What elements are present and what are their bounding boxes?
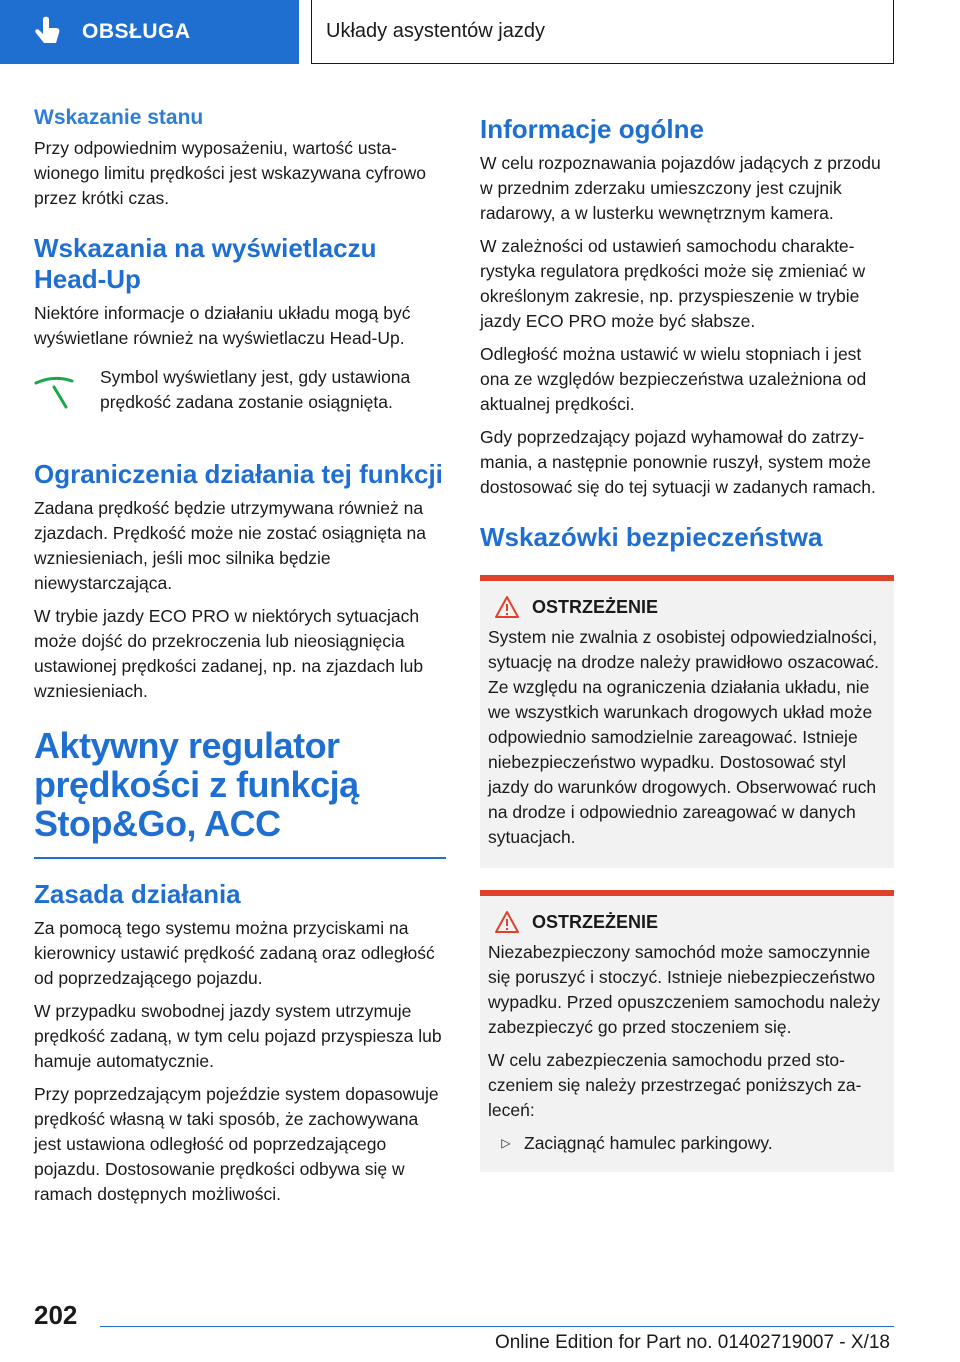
- acc-divider: [34, 857, 446, 859]
- limits-paragraph-1: Zadana prędkość będzie utrzymywana również na zjazdach. Prędkość może nie zostać osiągnięta na wzniesieniach, jeśli moc silnika będzie niewystarczająca.: [34, 498, 427, 593]
- warning-text-2a: Niezabezpieczony samochód może samoczynnie się poruszyć i stoczyć. Istnieje niebezpieczeństwo wypadku. Przed opuszczeniem samochodu należy zabezpieczyć go przed stoczeniem się.: [488, 942, 881, 1037]
- footer-edition: Online Edition for Part no. 01402719007 - X/18: [494, 1332, 890, 1353]
- hand-pointer-icon: [30, 15, 64, 49]
- safety-heading: Wskazówki bezpieczeństwa: [480, 522, 823, 552]
- right-column: [480, 100, 894, 1172]
- general-paragraph-3: Odległość można ustawić w wielu stopniach i jest ona ze względów bezpieczeństwa uzależniona od aktualnej prędkości.: [480, 344, 867, 414]
- speed-reached-icon: [34, 365, 100, 435]
- chapter-title-box: [311, 0, 894, 64]
- general-paragraph-1: W celu rozpoznawania pojazdów jadących z przodu w przednim zderzaku umieszczony jest czujnik radarowy, a w lusterku wewnętrznym kamera.: [480, 153, 881, 223]
- acc-title: Aktywny regulator prędkości z funkcją Stop&Go, ACC: [34, 725, 359, 844]
- limits-heading: Ograniczenia działania tej funkcji: [34, 459, 443, 489]
- warning-box-1: [480, 575, 894, 868]
- general-paragraph-2: W zależności od ustawień samochodu charakterystyka regulatora prędkości może się zmieniać w określonym zakresie, np. przyspieszenie w trybie jazdy ECO PRO może być słabsze.: [480, 236, 866, 331]
- status-heading: Wskazanie stanu: [34, 106, 204, 129]
- warning-text-2b: W celu zabezpieczenia samochodu przed stoczeniem się należy przestrzegać poniższych zaleceń:: [488, 1050, 862, 1120]
- hud-symbol-row: [34, 365, 446, 435]
- general-paragraph-4: Gdy poprzedzający pojazd wyhamował do zatrzymania, a następnie ponownie ruszył, system może dostosować się do tej sytuacji w zadanych ramach.: [480, 427, 876, 497]
- section-tab: [0, 0, 299, 64]
- warning-header-2: [488, 910, 886, 934]
- hud-symbol-text: Symbol wyświetlany jest, gdy ustawiona prędkość zadana zostanie osiągnięta.: [100, 367, 411, 412]
- bullet-arrow-icon: ▷: [501, 1136, 511, 1150]
- chapter-title: Układy asystentów jazdy: [326, 20, 545, 42]
- warning-title-2: OSTRZEŻENIE: [532, 911, 659, 932]
- principle-paragraph-1: Za pomocą tego systemu można przyciskami na kierownicy ustawić prędkość zadaną oraz odległość od poprzedzającego pojazdu.: [34, 918, 435, 988]
- section-label: OBSŁUGA: [82, 20, 191, 43]
- warning-bullet-text: Zaciągnąć hamulec parkingowy.: [524, 1133, 773, 1153]
- warning-text-1: System nie zwalnia z osobistej odpowiedzialności, sytuację na drodze należy prawidłowo oszacować. Ze względu na ograniczenia działania układu, nie we wszystkich warunkach drogowych układ może odpowiednio samodzielnie zareagować. Istnieje niebezpieczeństwo wypadku. Dostosować styl jazdy do warunków drogowych. Obserwować ruch na drodze i odpowiednio zareagować w danych sytuacjach.: [488, 627, 880, 847]
- warning-box-2: [480, 890, 894, 1172]
- hud-heading: Wskazania na wyświetlaczu Head-Up: [34, 233, 377, 294]
- limits-paragraph-2: W trybie jazdy ECO PRO w niektórych sytuacjach może dojść do przekroczenia lub nieosiągnięcia ustawionej prędkości zadanej, np. na zjazdach lub wzniesieniach.: [34, 606, 424, 701]
- general-heading: Informacje ogólne: [480, 114, 704, 144]
- warning-triangle-icon: [494, 910, 520, 934]
- left-column: [34, 100, 446, 1215]
- page-number: 202: [34, 1300, 78, 1330]
- hud-text: Niektóre informacje o działaniu układu mogą być wyświetlane również na wyświetlaczu Head-Up.: [34, 303, 411, 348]
- warning-triangle-icon: [494, 595, 520, 619]
- warning-header-1: [488, 595, 886, 619]
- footer-divider: [100, 1326, 894, 1327]
- principle-paragraph-2: W przypadku swobodnej jazdy system utrzymuje prędkość zadaną, w tym celu pojazd przyspiesza lub hamuje automatycznie.: [34, 1001, 442, 1071]
- status-text: Przy odpowiednim wyposażeniu, wartość ustawionego limitu prędkości jest wskazywana cyfrowo przez krótki czas.: [34, 138, 426, 208]
- principle-paragraph-3: Przy poprzedzającym pojeździe system dopasowuje prędkość własną w taki sposób, że zachowywana jest ustawiona odległość od poprzedzającego pojazdu. Dostosowanie prędkości odbywa się w ramach dostępnych możliwości.: [34, 1084, 439, 1204]
- warning-bullet: [488, 1131, 886, 1156]
- warning-title-1: OSTRZEŻENIE: [532, 596, 659, 617]
- principle-heading: Zasada działania: [34, 879, 241, 909]
